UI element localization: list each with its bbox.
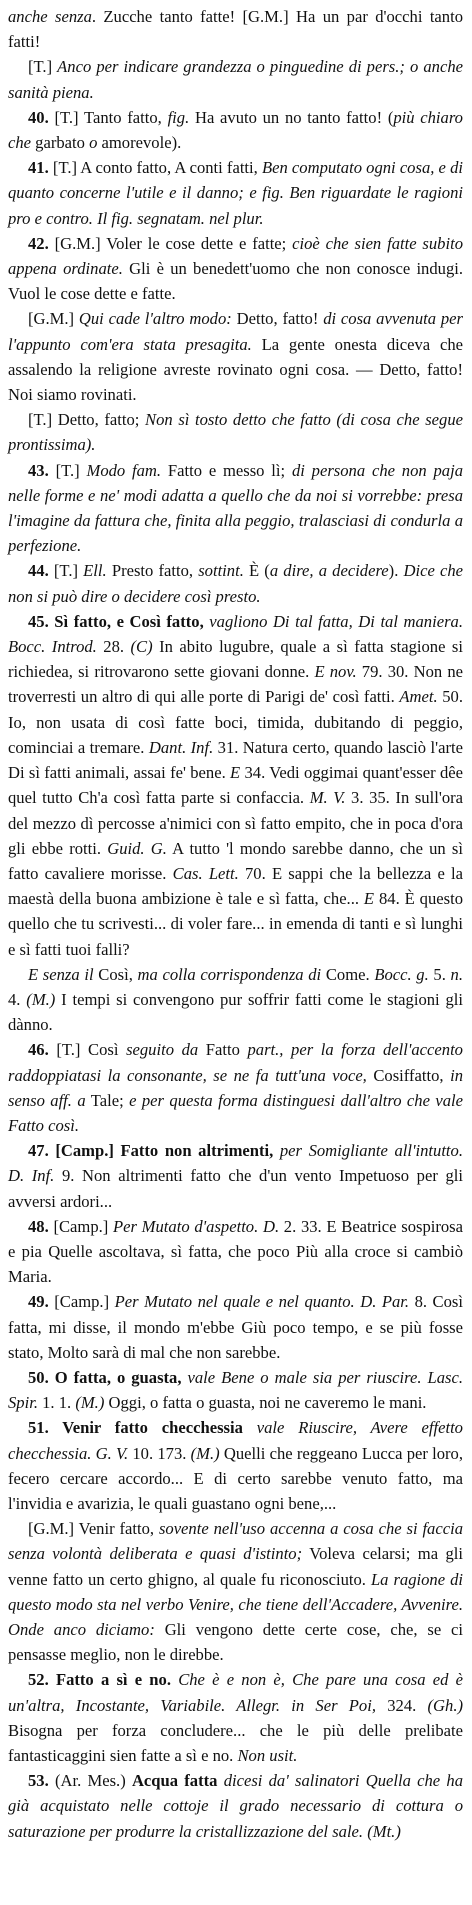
text-run: e per questa forma distinguesi dall'altro che vale xyxy=(129,1090,463,1110)
text-run: E xyxy=(230,763,241,783)
text-run: Guid. G. xyxy=(107,838,167,858)
text-run: seguito da xyxy=(126,1040,199,1060)
text-run: E nov. xyxy=(314,662,357,682)
text-run: dicesi da' salinatori Quella che ha già acquistato nelle cottoje il grado necessario di cottura o saturazione per produrre la cristallizzazione del sale. (Mt.) xyxy=(8,1771,463,1841)
text-run: Bocc. g. xyxy=(374,964,429,984)
text-run: 28. xyxy=(96,637,131,657)
text-run: Qui cade l'altro modo: xyxy=(78,309,232,329)
text-run: fig. xyxy=(167,107,190,127)
dictionary-paragraph xyxy=(8,306,463,407)
text-run: [T.] xyxy=(48,460,87,480)
text-run: Oggi, o fatta o guasta, noi ne caveremo le mani. xyxy=(104,1393,427,1413)
entry-number: 41. xyxy=(28,158,49,178)
dictionary-paragraph xyxy=(8,962,463,1038)
text-run: Che è e non è, Che pare una cosa ed è un'altra, Incostante, Variabile. Allegr. in Ser Poi, xyxy=(8,1670,463,1715)
text-run: Ben computato ogni cosa, e di quanto concerne l'utile e il danno; e fig. Ben riguardate le ragioni pro e contro. Il fig. segnatam. nel plur. xyxy=(8,158,463,228)
dictionary-paragraph xyxy=(8,1768,463,1844)
text-run: Di tal fatta, Di tal maniera. Bocc. Introd. xyxy=(8,611,463,657)
entry-headword: 52. Fatto a sì e no. xyxy=(28,1670,171,1690)
text-run: Tale; xyxy=(85,1090,130,1110)
dictionary-paragraph xyxy=(8,558,463,608)
dictionary-paragraph xyxy=(8,1415,463,1516)
text-run: [Camp.] xyxy=(48,1216,114,1236)
text-run: Modo fam. xyxy=(86,460,162,480)
text-run: . Zucche tanto fatte! [G.M.] Ha un par d'occhi tanto fatti! xyxy=(8,7,463,52)
text-run: vagliono xyxy=(209,611,268,631)
entry-headword: Acqua fatta xyxy=(131,1771,218,1791)
text-run: Amet. xyxy=(399,687,438,707)
entry-number: 42. xyxy=(28,233,49,253)
text-run: Ha avuto un no tanto fatto! ( xyxy=(189,107,394,127)
text-run: A tutto 'l mondo sarebbe danno, che un sì fatto cavaliere morisse. xyxy=(8,838,463,883)
dictionary-paragraph xyxy=(8,105,463,155)
text-run: Bisogna per forza concludere... che le più delle prelibate fantasticaggini sien fatte a sì e no. xyxy=(8,1720,463,1766)
text-run: Non sì tosto detto che fatto (di cosa che segue prontissima). xyxy=(8,410,463,455)
text-run: [G.M.] Voler le cose dette e fatte; xyxy=(48,233,293,253)
text-run: sottint. xyxy=(198,561,244,581)
text-run: [G.M.] xyxy=(28,309,79,329)
dictionary-paragraph xyxy=(8,458,463,559)
text-run: Fatto e messo lì; xyxy=(161,460,292,480)
dictionary-paragraph xyxy=(8,54,463,104)
text-run: Anco per indicare grandezza o pinguedine di pers.; o anche sanità piena. xyxy=(8,57,463,102)
entry-number: 44. xyxy=(28,561,49,581)
dictionary-paragraph xyxy=(8,231,463,307)
text-run: [G.M.] Venir fatto, xyxy=(28,1519,159,1539)
text-run: 9. Non altrimenti fatto che d'un vento Impetuoso per gli avversi ardori... xyxy=(8,1166,463,1211)
text-run: per Somigliante all'intutto. D. Inf. xyxy=(8,1141,463,1186)
text-run: Fatto xyxy=(198,1040,248,1060)
text-run: di cosa avvenuta per l'appunto com'era stata presagita. xyxy=(8,309,463,354)
text-run: ). xyxy=(388,561,404,581)
text-run: E xyxy=(363,889,375,909)
entry-number: 48. xyxy=(28,1216,49,1236)
text-run: n. xyxy=(450,964,463,984)
text-run: Gli vengono dette certe cose, che, se ci pensasse meglio, non le direbbe. xyxy=(8,1620,463,1665)
text-run: cioè che sien fatte subito appena ordinate. xyxy=(8,233,463,279)
text-run: E senza il xyxy=(28,964,94,984)
entry-headword: 51. Venir fatto checchessia xyxy=(28,1418,243,1438)
text-run: Per Mutato nel quale e nel quanto. D. Par. xyxy=(114,1292,410,1312)
text-run: (C) xyxy=(130,637,153,657)
text-run: Fatto così. xyxy=(8,1115,79,1135)
text-run: Ell. xyxy=(83,561,107,581)
entry-number: 46. xyxy=(28,1040,49,1060)
text-run: [T.] Tanto fatto, xyxy=(48,107,168,127)
text-run: La gente onesta diceva che assalendo la religione avreste rovinato ogni cosa. — Detto, fatto! Noi siamo rovinati. xyxy=(8,334,463,405)
entry-headword: 47. [Camp.] Fatto non altrimenti, xyxy=(28,1141,274,1161)
entry-number: 43. xyxy=(28,460,49,480)
text-run: o xyxy=(89,133,98,153)
text-run: (M.) xyxy=(75,1393,105,1413)
text-run: garbato xyxy=(31,133,90,153)
text-run: La ragione di questo modo sta nel verbo Venire, che tiene dell'Accadere, Avvenire. Onde anco diciamo: xyxy=(8,1569,463,1639)
dictionary-paragraph xyxy=(8,1214,463,1290)
entry-number: 49. xyxy=(28,1292,49,1312)
entry-headword: 45. Sì fatto, e Così fatto, xyxy=(28,611,204,631)
dictionary-paragraph xyxy=(8,4,463,54)
text-run: Non usit. xyxy=(237,1746,298,1766)
text-run: di persona che non paja nelle forme e ne' modi adatta a quello che da noi si vorrebbe: presa l'imagine da fattura che, finita alla peggio, tralasciasi di condurla a perfezione. xyxy=(8,460,464,556)
text-run: Detto, fatto! xyxy=(231,309,324,329)
dictionary-paragraph xyxy=(8,155,463,231)
text-run: in senso aff. a xyxy=(8,1065,464,1110)
text-run: Così, xyxy=(93,964,138,984)
text-run: I tempi si convengono pur soffrir fatti come le stagioni gli dànno. xyxy=(8,989,464,1035)
text-run: In abito lugubre, quale a sì fatta stagione si richiedea, si ritrovarono sette giovani donne. xyxy=(8,637,463,682)
text-run: Quelli che reggeano Lucca per loro, fecero cercare accordo... E di certo sarebbe venuto fatto, ma l'invidia e avarizia, le quali guastano ogni bene,... xyxy=(8,1443,463,1513)
text-run: [T.] xyxy=(48,561,84,581)
dictionary-paragraph xyxy=(8,1365,463,1415)
text-run: part., per la forza dell'accento raddoppiatasi la consonante, se ne fa tutt'una voce, xyxy=(8,1040,463,1085)
text-run: 10. 173. xyxy=(128,1443,191,1463)
text-run: [T.] A conto fatto, A conti fatti, xyxy=(48,158,262,178)
text-run: più chiaro che xyxy=(8,107,463,153)
text-run: (M.) xyxy=(26,989,56,1009)
text-run: 70. E sappi che la bellezza e la maestà della buona ambizione è tale e sì fatta, che... xyxy=(8,863,463,909)
text-run: Gli è un benedett'uomo che non conosce indugi. Vuol le cose dette e fatte. xyxy=(8,259,463,304)
text-run: È ( xyxy=(243,561,270,581)
text-run: 79. 30. Non ne troverresti un altro di qui alle porte di Parigi de' così fatti. xyxy=(8,662,463,707)
text-run: 31. Natura certo, quando lasciò l'arte Di sì fatti animali, assai fe' bene. xyxy=(8,737,463,783)
text-run: Come. xyxy=(321,964,375,984)
text-run: 84. È questo quello che tu scrivesti... di voler fare... in emenda di tanti e sì lunghi e sì fatti tuoi falli? xyxy=(8,889,463,959)
dictionary-paragraph xyxy=(8,1516,463,1667)
text-run: Dant. Inf. xyxy=(148,737,214,757)
text-run: 3. 35. In sull'ora del mezzo dì percosse a'nimici con sì fatto empito, che in poca d'ora gli ebbe rotti. xyxy=(8,788,464,858)
entry-number: 40. xyxy=(28,107,49,127)
text-run: ma colla corrispondenza di xyxy=(137,964,322,984)
text-run: 50. Io, non usata di così fatte boci, timida, dubitando di peggio, cominciai a tremare. xyxy=(8,687,464,757)
text-run: 2. 33. E Beatrice sospirosa e pia Quelle ascoltava, sì fatta, che poco Più alla croce si cambiò Maria. xyxy=(8,1216,463,1287)
text-run: 1. 1. xyxy=(37,1393,76,1413)
text-run: Cas. Lett. xyxy=(172,863,239,883)
entry-number: 53. xyxy=(28,1771,49,1791)
text-run: amorevole). xyxy=(97,133,182,153)
dictionary-paragraph xyxy=(8,1667,463,1768)
dictionary-paragraph xyxy=(8,609,463,962)
text-run: anche senza xyxy=(8,7,92,26)
text-run: 324. xyxy=(375,1695,428,1715)
text-run: [Camp.] xyxy=(48,1292,115,1312)
text-run: M. V. xyxy=(309,788,346,808)
text-run: a dire, a decidere xyxy=(269,561,389,581)
dictionary-paragraph xyxy=(8,407,463,457)
dictionary-paragraph xyxy=(8,1037,463,1138)
text-run: (M.) xyxy=(190,1443,220,1463)
text-run: [T.] xyxy=(28,57,58,77)
text-run xyxy=(243,1418,257,1437)
text-run: Presto fatto, xyxy=(106,561,199,581)
text-run: (Ar. Mes.) xyxy=(48,1771,132,1791)
text-run: 4. xyxy=(8,989,27,1009)
text-run: Dice che non si può dire o decidere così presto. xyxy=(8,561,464,606)
text-run: (Gh.) xyxy=(427,1695,463,1715)
text-run: 5. xyxy=(428,964,451,984)
text-run xyxy=(273,1141,280,1160)
dictionary-paragraph xyxy=(8,1289,463,1365)
text-run: sovente nell'uso accenna a cosa che si faccia senza volontà deliberata e quasi d'istinto; xyxy=(8,1519,463,1564)
text-run: 8. Così fatta, mi disse, il mondo m'ebbe Giù poco tempo, e se più fosse stato, Molto sarà di mal che non sarebbe. xyxy=(8,1292,463,1362)
entry-headword: 50. O fatta, o guasta, xyxy=(28,1367,182,1387)
text-run: 34. Vedi oggimai quant'esser dêe quel tutto Ch'a così fatta parte si confaccia. xyxy=(8,763,463,808)
text-run: [T.] Così xyxy=(48,1040,127,1060)
text-run: vale Riuscire, Avere effetto checchessia. G. V. xyxy=(8,1418,463,1463)
text-run: vale Bene o male sia per riuscire. Lasc. Spir. xyxy=(8,1367,463,1413)
dictionary-paragraph xyxy=(8,1138,463,1214)
text-run: Cosiffatto, xyxy=(366,1065,451,1085)
text-run: Per Mutato d'aspetto. D. xyxy=(113,1216,280,1236)
text-run: [T.] Detto, fatto; xyxy=(28,410,146,430)
text-run: Voleva celarsi; ma gli venne fatto un certo ghigno, al quale fu riconosciuto. xyxy=(8,1544,463,1589)
